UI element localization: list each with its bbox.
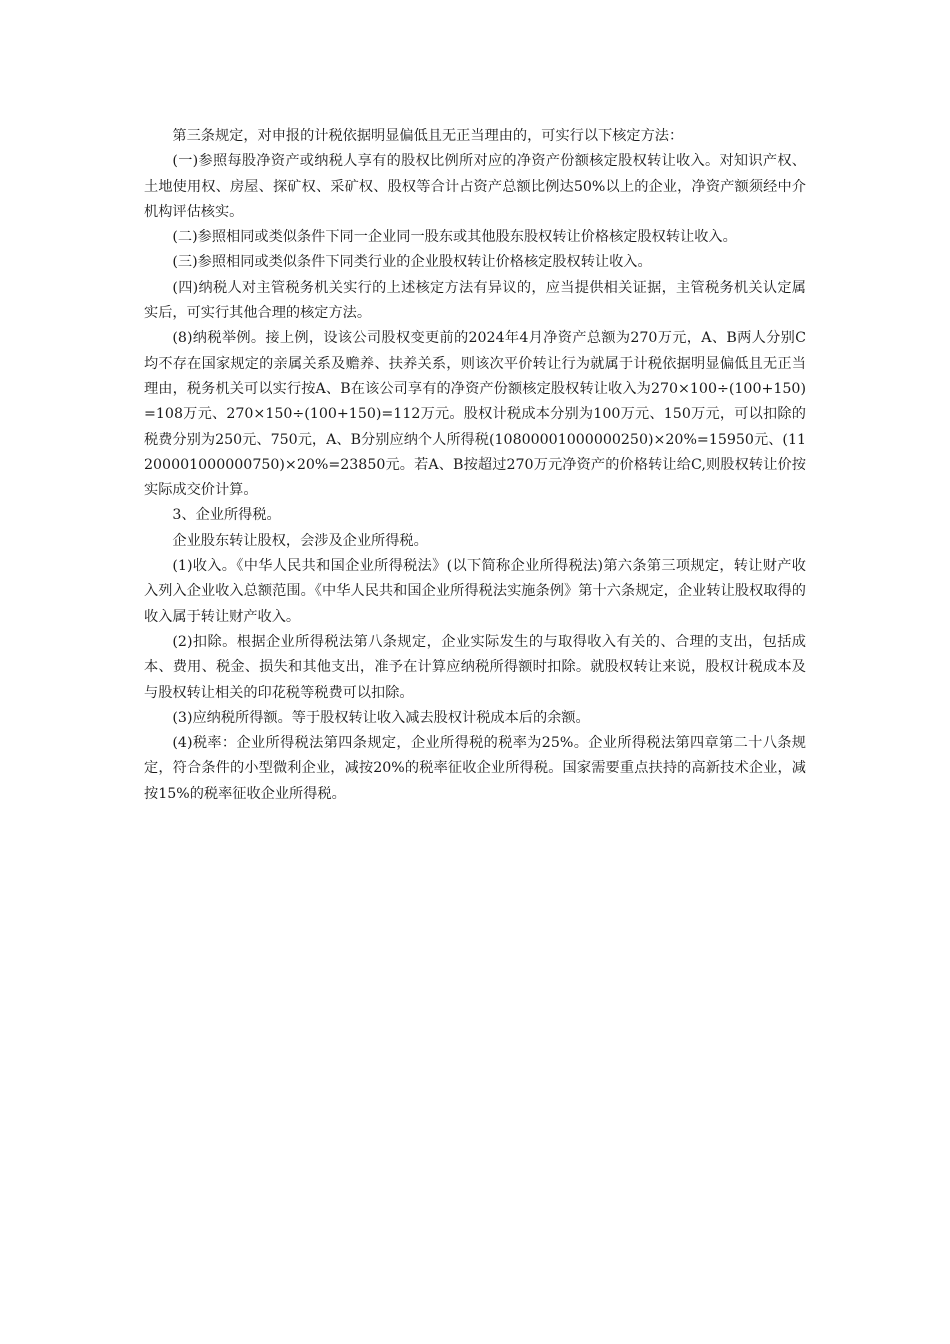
paragraph-income: (1)收入。《中华人民共和国企业所得税法》(以下简称企业所得税法)第六条第三项规定，转让财产收入列入企业收入总额范围。《中华人民共和国企业所得税法实施条例》第十六条规定，企业转让股权取得的收入属于转让财产收入。 [144, 558, 806, 625]
paragraph-tax-example: (8)纳税举例。接上例，设该公司股权变更前的2024年4月净资产总额为270万元，A、B两人分别C均不存在国家规定的亲属关系及赡养、扶养关系，则该次平价转让行为就属于计税依据明显偏低且无正当理由，税务机关可以实行按A、B在该公司享有的净资产份额核定股权转让收入为270×100÷(100+150)=108万元、270×150÷(100+150)=112万元。股权计税成本分别为100万元、150万元，可以扣除的税费分别为250元、750元，A、B分别应纳个人所得税(10800001000000250)×20%=15950元、(11200001000000750)×20%=23850元。若A、B按超过270万元净资产的价格转让给C,则股权转让价按实际成交价计算。 [144, 330, 806, 499]
paragraph-article-three: 第三条规定，对申报的计税依据明显偏低且无正当理由的，可实行以下核定方法： [172, 128, 684, 144]
paragraph-corporate-intro: 企业股东转让股权，会涉及企业所得税。 [172, 532, 428, 549]
paragraph-method-one: (一)参照每股净资产或纳税人享有的股权比例所对应的净资产份额核定股权转让收入。对知识产权、土地使用权、房屋、探矿权、采矿权、股权等合计占资产总额比例达50%以上的企业，净资产额须经中介机构评估核实。 [144, 153, 806, 220]
section-heading-corporate-income-tax: 3、企业所得税。 [172, 507, 281, 524]
paragraph-method-two: (二)参照相同或类似条件下同一企业同一股东或其他股东股权转让价格核定股权转让收入。 [172, 229, 737, 246]
paragraph-deduction: (2)扣除。根据企业所得税法第八条规定，企业实际发生的与取得收入有关的、合理的支出，包括成本、费用、税金、损失和其他支出，准予在计算应纳税所得额时扣除。就股权转让来说，股权计税成本及与股权转让相关的印花税等税费可以扣除。 [144, 633, 806, 701]
paragraph-tax-rate: (4)税率：企业所得税法第四条规定，企业所得税的税率为25%。企业所得税法第四章第二十八条规定，符合条件的小型微利企业，减按20%的税率征收企业所得税。国家需要重点扶持的高新技术企业，减按15%的税率征收企业所得税。 [144, 735, 806, 802]
paragraph-method-three: (三)参照相同或类似条件下同类行业的企业股权转让价格核定股权转让收入。 [172, 254, 652, 271]
paragraph-method-four: (四)纳税人对主管税务机关实行的上述核定方法有异议的，应当提供相关证据，主管税务机关认定属实后，可实行其他合理的核定方法。 [144, 279, 806, 322]
paragraph-taxable-income: (3)应纳税所得额。等于股权转让收入减去股权计税成本后的余额。 [172, 709, 590, 726]
document-page [144, 124, 806, 807]
